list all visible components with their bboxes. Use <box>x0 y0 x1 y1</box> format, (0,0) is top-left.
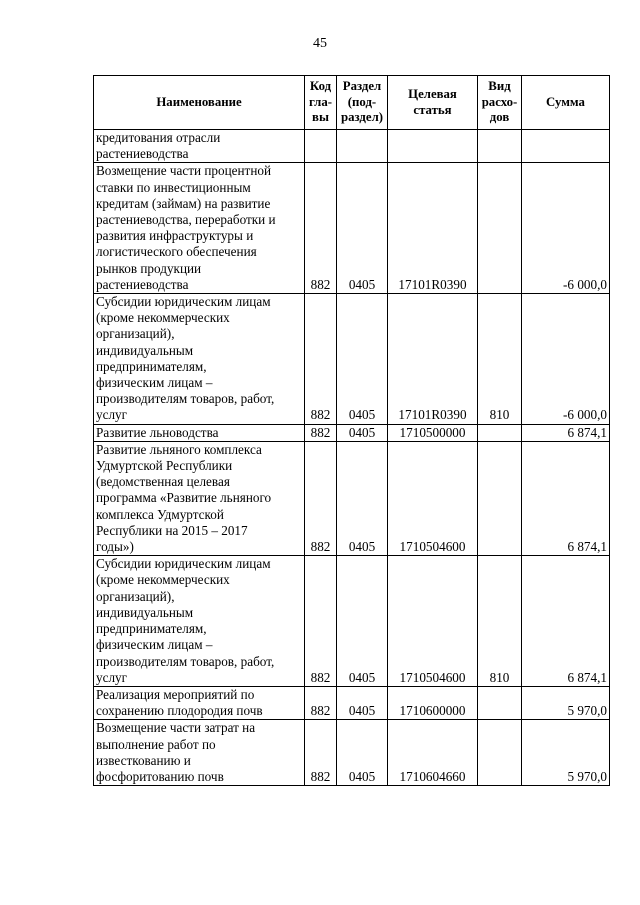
table-row <box>94 720 610 786</box>
cell-sum: 6 874,1 <box>522 556 610 687</box>
cell-article: 1710504600 <box>388 556 478 687</box>
page-number: 45 <box>313 36 327 51</box>
cell-type <box>478 163 522 294</box>
cell-name: кредитования отрасли растениеводства <box>94 130 305 163</box>
cell-type <box>478 130 522 163</box>
cell-article <box>388 130 478 163</box>
table-row <box>94 686 610 719</box>
cell-sum: -6 000,0 <box>522 294 610 425</box>
cell-type <box>478 686 522 719</box>
cell-section <box>337 130 388 163</box>
table-row <box>94 441 610 555</box>
cell-code: 882 <box>305 294 337 425</box>
cell-name: Возмещение части процентной ставки по инвестиционным кредитам (займам) на развитие растениеводства, переработки и развития инфраструктуры и логистического обеспечения рынков продукции растениеводства <box>94 163 305 294</box>
header-code: Код гла- вы <box>305 76 337 130</box>
cell-sum <box>522 130 610 163</box>
cell-code: 882 <box>305 424 337 441</box>
cell-code: 882 <box>305 163 337 294</box>
table-row <box>94 163 610 294</box>
cell-code: 882 <box>305 441 337 555</box>
cell-section: 0405 <box>337 424 388 441</box>
cell-sum: -6 000,0 <box>522 163 610 294</box>
cell-code <box>305 130 337 163</box>
header-name: Наименование <box>94 76 305 130</box>
cell-name: Реализация мероприятий по сохранению плодородия почв <box>94 686 305 719</box>
header-article: Целевая статья <box>388 76 478 130</box>
cell-name: Субсидии юридическим лицам (кроме некоммерческих организаций), индивидуальным предпринимателям, физическим лицам – производителям товаров, работ, услуг <box>94 556 305 687</box>
cell-code: 882 <box>305 556 337 687</box>
cell-section: 0405 <box>337 294 388 425</box>
cell-type <box>478 424 522 441</box>
cell-name: Возмещение части затрат на выполнение работ по известкованию и фосфоритованию почв <box>94 720 305 786</box>
cell-article: 17101R0390 <box>388 294 478 425</box>
cell-sum: 6 874,1 <box>522 424 610 441</box>
cell-section: 0405 <box>337 163 388 294</box>
cell-type: 810 <box>478 294 522 425</box>
cell-article: 1710604660 <box>388 720 478 786</box>
budget-table <box>93 75 610 786</box>
cell-article: 1710504600 <box>388 441 478 555</box>
table-row <box>94 130 610 163</box>
header-section: Раздел (под- раздел) <box>337 76 388 130</box>
table-row <box>94 294 610 425</box>
table-row <box>94 424 610 441</box>
cell-type: 810 <box>478 556 522 687</box>
cell-section: 0405 <box>337 720 388 786</box>
cell-article: 1710600000 <box>388 686 478 719</box>
header-sum: Сумма <box>522 76 610 130</box>
cell-section: 0405 <box>337 441 388 555</box>
cell-section: 0405 <box>337 556 388 687</box>
cell-sum: 6 874,1 <box>522 441 610 555</box>
cell-name: Развитие льняного комплекса Удмуртской Республики (ведомственная целевая программа «Развитие льняного комплекса Удмуртской Республики на 2015 – 2017 годы») <box>94 441 305 555</box>
header-type: Вид расхо- дов <box>478 76 522 130</box>
cell-sum: 5 970,0 <box>522 720 610 786</box>
cell-code: 882 <box>305 686 337 719</box>
cell-sum: 5 970,0 <box>522 686 610 719</box>
cell-section: 0405 <box>337 686 388 719</box>
cell-type <box>478 441 522 555</box>
cell-article: 17101R0390 <box>388 163 478 294</box>
cell-name: Субсидии юридическим лицам (кроме некоммерческих организаций), индивидуальным предпринимателям, физическим лицам – производителям товаров, работ, услуг <box>94 294 305 425</box>
table-header-row <box>94 76 610 130</box>
table-row <box>94 556 610 687</box>
cell-name: Развитие льноводства <box>94 424 305 441</box>
cell-article: 1710500000 <box>388 424 478 441</box>
cell-code: 882 <box>305 720 337 786</box>
cell-type <box>478 720 522 786</box>
